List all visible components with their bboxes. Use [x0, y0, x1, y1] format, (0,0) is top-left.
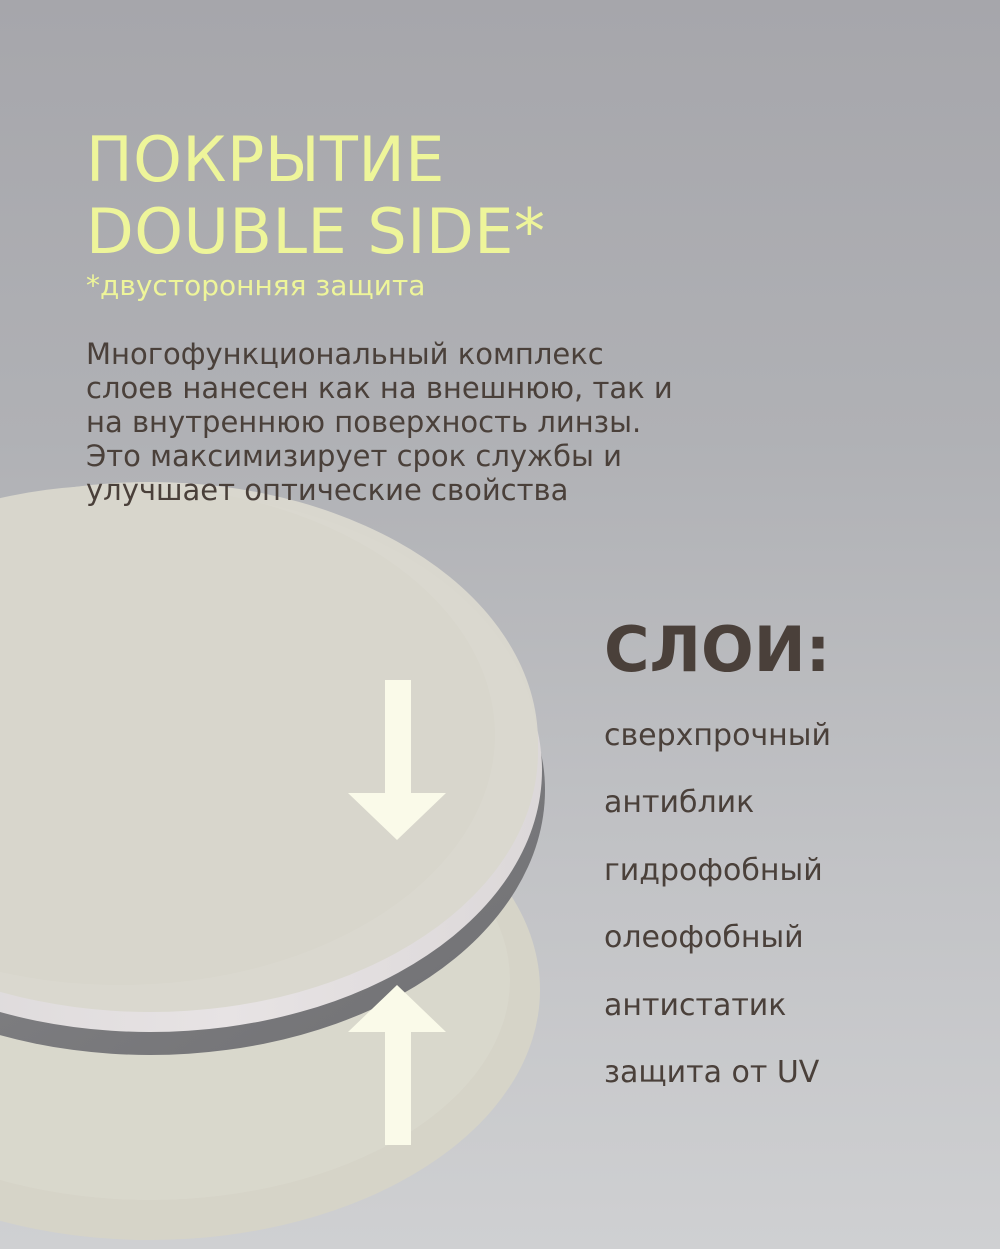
layer-item-antistatic: антистатик — [604, 987, 787, 1023]
heading-title — [86, 124, 545, 268]
layer-item-antiglare: антиблик — [604, 785, 755, 821]
layers-title: СЛОИ: — [604, 613, 831, 686]
description-line: слоев нанесен как на внешнюю, так и — [86, 371, 673, 405]
description-line: Это максимизирует срок службы и — [86, 439, 623, 473]
layer-item-superstrong: сверхпрочный — [604, 718, 831, 753]
description-line: на внутреннюю поверхность линзы. — [86, 405, 642, 439]
heading-line-1: ПОКРЫТИЕ — [86, 123, 445, 196]
layers-list — [604, 714, 831, 1118]
layer-item-uv-protection: защита от UV — [604, 1054, 820, 1090]
layer-item-oleophobic: олеофобный — [604, 920, 804, 956]
heading-line-2: DOUBLE SIDE* — [86, 195, 546, 268]
description-paragraph — [86, 337, 673, 507]
layer-item-hydrophobic: гидрофобный — [604, 852, 823, 888]
description-line: улучшает оптические свойства — [86, 473, 569, 507]
heading-footnote: *двусторонняя защита — [86, 269, 426, 302]
description-line: Многофункциональный комплекс — [86, 337, 604, 371]
